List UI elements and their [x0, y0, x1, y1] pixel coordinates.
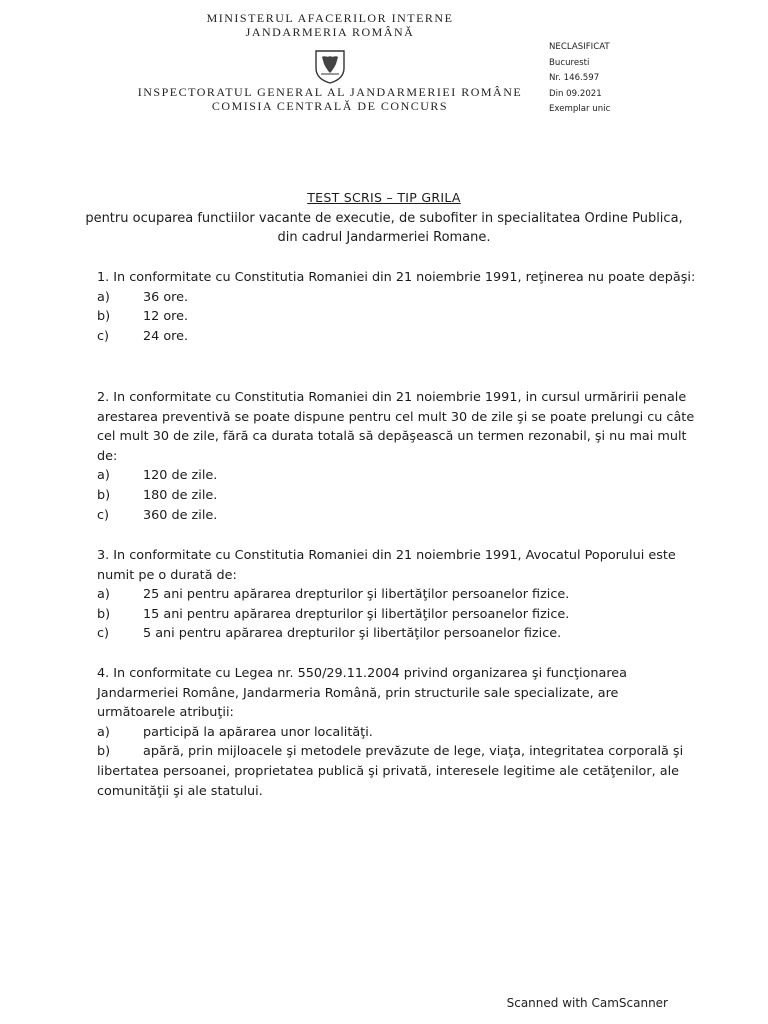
option-text: 180 de zile.: [143, 487, 218, 503]
question-text: 3. In conformitate cu Constitutia Romaniei din 21 noiembrie 1991, Avocatul Poporului este numit pe o durată de:: [97, 548, 676, 583]
option-text: 25 ani pentru apărarea drepturilor şi libertăţilor persoanelor fizice.: [143, 587, 570, 603]
option-text: 360 de zile.: [143, 507, 218, 523]
question-text: 1. In conformitate cu Constitutia Romaniei din 21 noiembrie 1991, reţinerea nu poate depăşi:: [97, 270, 696, 285]
answer-option[interactable]: [97, 288, 697, 308]
registration-date: Din 09.2021: [549, 88, 602, 99]
option-letter: a): [97, 724, 110, 740]
option-letter: b): [97, 487, 111, 503]
option-text: participă la apărarea unor localităţi.: [143, 724, 373, 740]
classification-status: NECLASIFICAT: [549, 42, 610, 52]
option-letter: b): [97, 744, 111, 760]
coat-of-arms-icon: [313, 48, 347, 84]
answer-option[interactable]: [97, 506, 697, 526]
question-2: [97, 388, 697, 525]
question-text: 2. In conformitate cu Constitutia Romaniei din 21 noiembrie 1991, in cursul urmăririi penale arestarea preventivă se poate dispune pentru cel mult 30 de zile şi se poate prelungi cu câte cel mult 30 de zile, fără ca durata totală să depăşească un termen rezonabil, şi nu mai mult de:: [97, 390, 695, 464]
option-letter: a): [97, 468, 110, 484]
scanner-watermark: Scanned with CamScanner: [506, 996, 668, 1010]
test-title: TEST SCRIS – TIP GRILA: [307, 190, 461, 205]
classification-block: [549, 40, 610, 118]
option-letter: c): [97, 507, 110, 523]
option-text: 12 ore.: [143, 309, 189, 325]
answer-option[interactable]: [97, 486, 697, 506]
copy-note: Exemplar unic: [549, 104, 611, 114]
answer-option[interactable]: [97, 742, 697, 801]
question-4: [97, 664, 697, 801]
commission-name: COMISIA CENTRALĂ DE CONCURS: [211, 99, 449, 113]
option-letter: a): [97, 587, 110, 603]
answer-option[interactable]: [97, 723, 697, 743]
option-letter: c): [97, 328, 110, 344]
test-title-block: [80, 190, 688, 247]
option-text: 5 ani pentru apărarea drepturilor şi libertăţilor persoanelor fizice.: [143, 626, 562, 642]
answer-option[interactable]: [97, 624, 697, 644]
question-text: 4. In conformitate cu Legea nr. 550/29.11.2004 privind organizarea şi funcţionarea Jandarmeriei Române, Jandarmeria Română, prin structurile sale specializate, are următoarele atribuţii:: [97, 666, 628, 721]
inspectorate-name: INSPECTORATUL GENERAL AL JANDARMERIEI ROMÂNE: [137, 85, 523, 99]
option-letter: a): [97, 289, 110, 305]
gendarmerie-name: JANDARMERIA ROMÂNĂ: [245, 25, 415, 39]
option-text: 24 ore.: [143, 328, 189, 344]
option-text: apără, prin mijloacele şi metodele prevăzute de lege, viaţa, integritatea corporală şi libertatea persoanei, proprietatea publică şi privată, interesele legitime ale cetăţenilor, ale comunităţii şi ale statului.: [97, 744, 684, 799]
option-letter: b): [97, 309, 111, 325]
option-text: 36 ore.: [143, 289, 189, 305]
option-text: 15 ani pentru apărarea drepturilor şi libertăţilor persoanelor fizice.: [143, 606, 570, 622]
answer-option[interactable]: [97, 466, 697, 486]
test-subtitle-line2: din cadrul Jandarmeriei Romane.: [277, 230, 491, 245]
question-1: [97, 268, 697, 346]
classification-city: Bucuresti: [549, 57, 590, 68]
registration-number: Nr. 146.597: [549, 73, 600, 83]
answer-option[interactable]: [97, 585, 697, 605]
ministry-name: MINISTERUL AFACERILOR INTERNE: [206, 11, 454, 25]
option-letter: b): [97, 606, 111, 622]
answer-option[interactable]: [97, 605, 697, 625]
option-text: 120 de zile.: [143, 468, 218, 484]
answer-option[interactable]: [97, 327, 697, 347]
answer-option[interactable]: [97, 307, 697, 327]
option-letter: c): [97, 626, 110, 642]
question-3: [97, 546, 697, 644]
test-subtitle-line1: pentru ocuparea functiilor vacante de executie, de subofiter in specialitatea Ordine Publica,: [85, 211, 683, 226]
